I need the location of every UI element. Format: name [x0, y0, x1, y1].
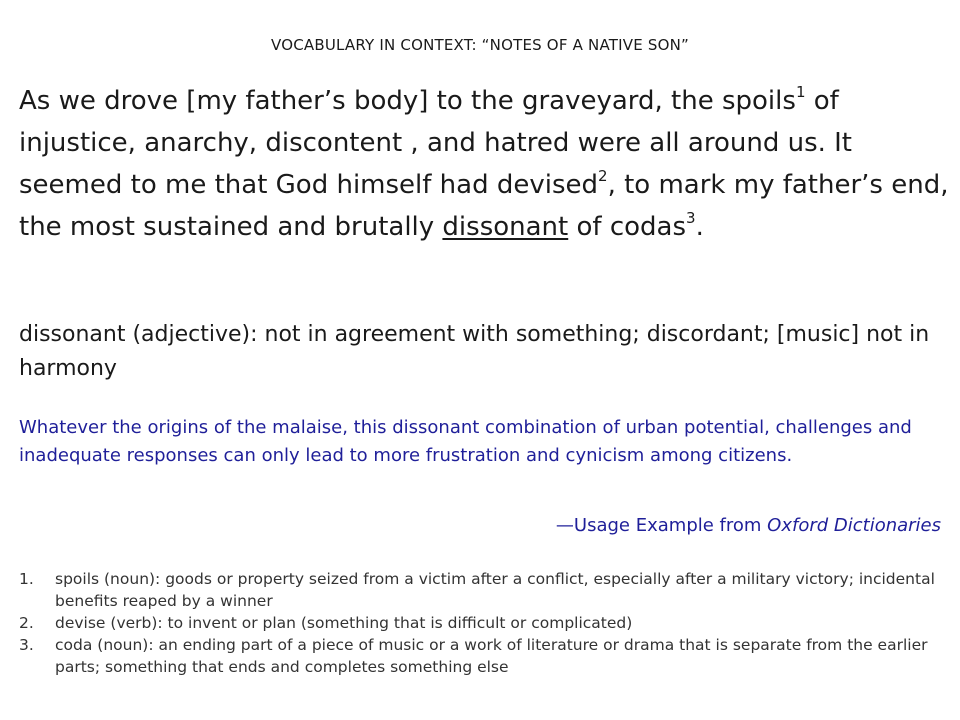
- footnote-number: 2.: [19, 614, 34, 632]
- page-title: VOCABULARY IN CONTEXT: “NOTES OF A NATIVE SON”: [271, 36, 689, 54]
- passage-text-2: of injustice, anarchy, discontent , and hatred were all around us. It seemed to me that God himself had devised: [19, 86, 853, 200]
- footnote-number: 1.: [19, 570, 34, 588]
- passage-text-3: , to mark my father’s end, the most sustained and brutally: [19, 170, 949, 242]
- vocabulary-word: dissonant: [442, 212, 569, 242]
- word-definition: dissonant (adjective): not in agreement with something; discordant; [music] not in harmony: [19, 322, 930, 381]
- attribution-prefix: —Usage Example from: [555, 515, 768, 536]
- footnote-item: [19, 634, 949, 678]
- footnote-list: [19, 568, 949, 678]
- usage-example: Whatever the origins of the malaise, this dissonant combination of urban potential, challenges and inadequate responses can only lead to more frustration and cynicism among citizens.: [19, 417, 912, 466]
- footnote-ref-3: 3: [686, 209, 696, 228]
- footnote-item: [19, 568, 949, 612]
- quoted-passage: [19, 80, 949, 248]
- footnote-number: 3.: [19, 636, 34, 654]
- passage-text-5: .: [695, 212, 704, 242]
- passage-text-1: As we drove [my father’s body] to the graveyard, the spoils: [19, 86, 796, 116]
- passage-text-4: of codas: [568, 212, 687, 242]
- footnote-item: [19, 612, 949, 634]
- footnote-text: spoils (noun): goods or property seized from a victim after a conflict, especially after a military victory; incidental benefits reaped by a winner: [55, 570, 935, 610]
- usage-attribution: [556, 512, 941, 540]
- footnote-ref-1: 1: [795, 83, 806, 102]
- footnote-ref-2: 2: [598, 167, 608, 186]
- footnote-text: devise (verb): to invent or plan (something that is difficult or complicated): [55, 614, 633, 632]
- attribution-source: Oxford Dictionaries: [767, 515, 941, 536]
- footnote-text: coda (noun): an ending part of a piece of music or a work of literature or drama that is separate from the earlier parts; something that ends and completes something else: [55, 636, 928, 676]
